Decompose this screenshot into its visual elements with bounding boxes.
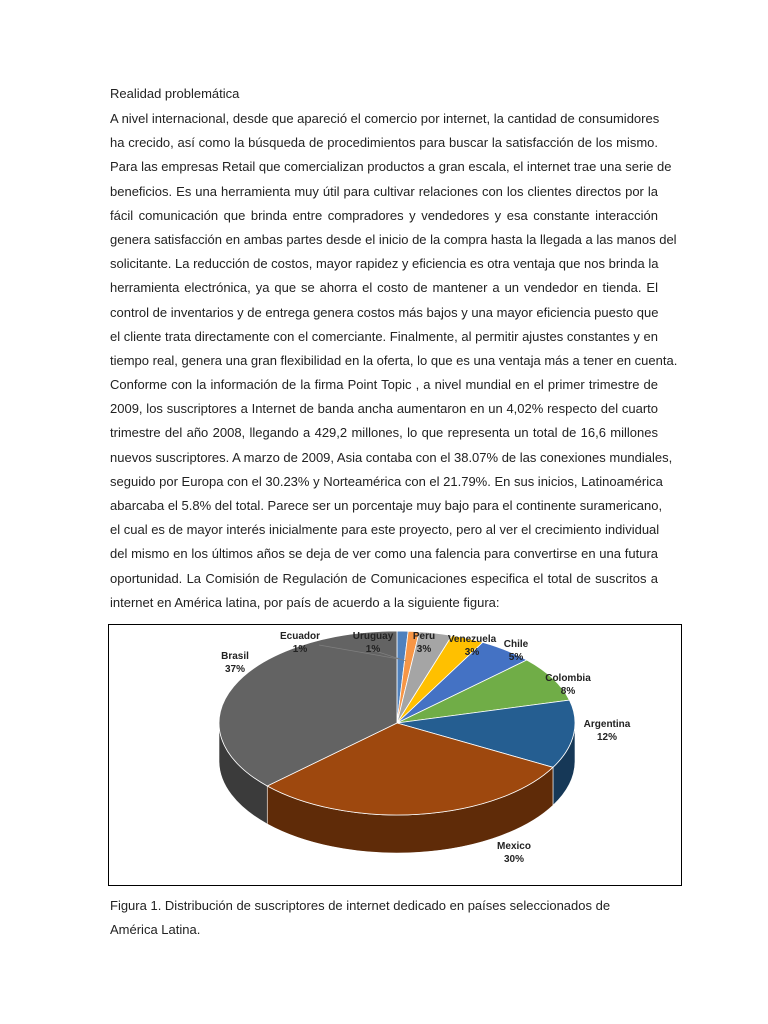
paragraph-line: oportunidad. La Comisión de Regulación de Comunicaciones especifica el total de suscritos a: [110, 570, 658, 586]
paragraph-line: del mismo en los últimos años se deja de ver como una falencia para convertirse en una futura: [110, 546, 658, 562]
figure-caption: Figura 1. Distribución de suscriptores de internet dedicado en países seleccionados de América Latina.: [110, 898, 611, 938]
paragraph-line: genera satisfacción en ambas partes desde el inicio de la compra hasta la llegada a las manos del: [110, 231, 677, 247]
slice-value-ecuador: 1%: [292, 644, 308, 655]
paragraph-line: ha crecido, así como la búsqueda de procedimientos para buscar la satisfacción de los mismo.: [110, 135, 658, 151]
paragraph-line: el cual es de mayor interés inicialmente para este proyecto, pero al ver el crecimiento individual: [110, 522, 660, 538]
slice-label-colombia: Colombia: [545, 673, 591, 684]
slice-value-venezuela: 3%: [464, 647, 480, 658]
slice-label-chile: Chile: [503, 639, 529, 650]
slice-value-uruguay: 1%: [365, 644, 381, 655]
paragraph-line: solicitante. La reducción de costos, mayor rapidez y eficiencia es otra ventaja que nos brinda la: [110, 256, 659, 272]
paragraph-line: seguido por Europa con el 30.23% y Norteamérica con el 21.79%. En sus inicios, Latinoamérica: [110, 473, 663, 489]
paragraph-line: 2009, los suscriptores a Internet de banda ancha aumentaron en un 4,02% respecto del cuarto: [110, 401, 658, 417]
figure-box: [108, 624, 682, 886]
body-paragraph: [110, 107, 678, 615]
slice-label-venezuela: Venezuela: [447, 634, 497, 645]
paragraph-line: internet en América latina, por país de acuerdo a la siguiente figura:: [110, 594, 500, 610]
slice-label-mexico: Mexico: [497, 841, 531, 852]
slice-label-brasil: Brasil: [221, 651, 249, 662]
paragraph-line: abarcaba el 5.8% del total. Parece ser un porcentaje muy bajo para el continente suramericano,: [110, 498, 663, 513]
paragraph-line: nuevos suscriptores. A marzo de 2009, Asia contaba con el 38.07% de las conexiones mundiales,: [110, 449, 673, 465]
paragraph-line: Para las empresas Retail que comercializan productos a gran escala, el internet trae una serie de: [110, 159, 672, 175]
slice-label-peru: Peru: [412, 631, 436, 642]
paragraph-line: tiempo real, genera una gran flexibilidad en la oferta, lo que es una ventaja más a tener en cuenta.: [110, 352, 678, 368]
slice-value-colombia: 8%: [560, 686, 576, 697]
slice-value-chile: 5%: [508, 652, 524, 663]
paragraph-line: herramienta electrónica, ya que se ahorra el costo de mantener a un vendedor en tienda. El: [110, 280, 658, 296]
slice-label-ecuador: Ecuador: [279, 631, 321, 642]
paragraph-line: el cliente trata directamente con el comerciante. Finalmente, al permitir ajustes constantes y en: [110, 328, 658, 344]
slice-value-argentina: 12%: [596, 732, 618, 743]
slice-value-mexico: 30%: [503, 854, 525, 865]
paragraph-line: fácil comunicación que brinda entre compradores y vendedores y esa constante interacción: [110, 207, 658, 223]
paragraph-line: trimestre del año 2008, llegando a 429,2 millones, lo que representa un total de 16,6 millones: [110, 425, 658, 441]
slice-value-peru: 3%: [416, 644, 432, 655]
slice-label-uruguay: Uruguay: [352, 631, 394, 642]
paragraph-line: control de inventarios y de entrega genera costos más bajos y una mayor eficiencia puesto que: [110, 304, 659, 320]
pie-chart: [109, 625, 683, 887]
paragraph-line: Conforme con la información de la firma Point Topic , a nivel mundial en el primer trimestre de: [110, 377, 658, 393]
paragraph-line: A nivel internacional, desde que apareció el comercio por internet, la cantidad de consumidores: [110, 111, 660, 126]
slice-value-brasil: 37%: [224, 664, 246, 675]
paragraph-line: beneficios. Es una herramienta muy útil para cultivar relaciones con los clientes directos por la: [110, 183, 658, 199]
section-heading: Realidad problemática: [110, 86, 240, 101]
slice-label-argentina: Argentina: [583, 719, 631, 730]
